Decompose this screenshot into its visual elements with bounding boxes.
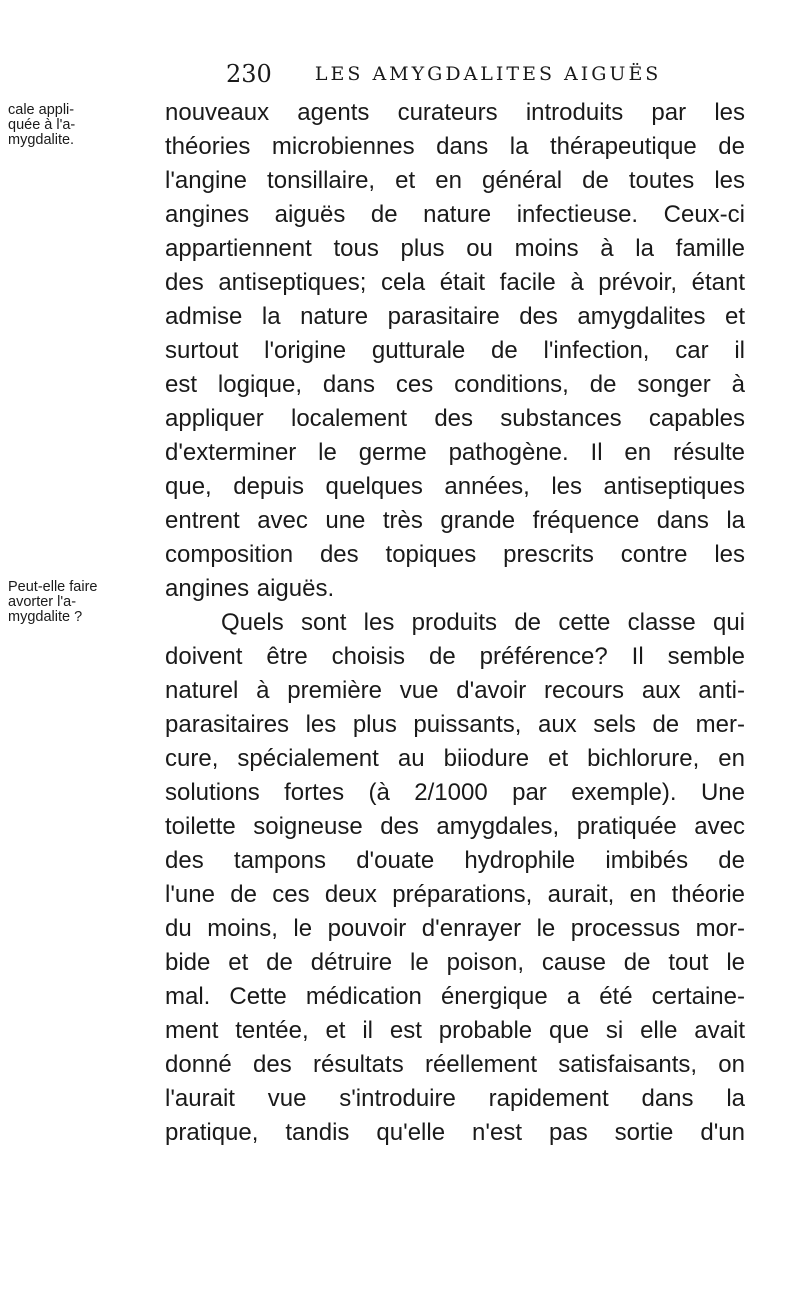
- text-line: Quels sont les produits de cette classe qui: [221, 609, 745, 636]
- text-line: nouveaux agents curateurs introduits par les: [165, 99, 745, 126]
- margin-note-line: cale appli-: [8, 102, 75, 118]
- text-line: des tampons d'ouate hydrophile imbibés de: [165, 847, 745, 874]
- margin-note-line: quée à l'a-: [8, 117, 76, 133]
- text-line: que, depuis quelques années, les antiseptiques: [165, 473, 745, 500]
- text-line: donné des résultats réellement satisfaisants, on: [165, 1051, 745, 1078]
- text-line: angines aiguës.: [165, 575, 335, 602]
- margin-note-line: mygdalite ?: [8, 609, 83, 625]
- text-line: mal. Cette médication énergique a été certaine-: [165, 983, 745, 1010]
- text-line: l'aurait vue s'introduire rapidement dans la: [165, 1085, 745, 1112]
- page-header: [226, 60, 661, 88]
- page-number: 230: [226, 60, 272, 88]
- body-text: [165, 96, 745, 1150]
- text-line: parasitaires les plus puissants, aux sels de mer-: [165, 711, 745, 738]
- margin-note-line: avorter l'a-: [8, 594, 77, 610]
- margin-note-line: Peut-elle faire: [8, 579, 98, 595]
- text-line: doivent être choisis de préférence? Il semble: [165, 643, 745, 670]
- text-line: théories microbiennes dans la thérapeutique de: [165, 133, 745, 160]
- text-line: l'angine tonsillaire, et en général de toutes les: [165, 167, 745, 194]
- running-title: LES AMYGDALITES AIGUËS: [314, 63, 662, 85]
- margin-note: [8, 103, 158, 148]
- text-line: d'exterminer le germe pathogène. Il en résulte: [165, 439, 745, 466]
- margin-note: [8, 580, 158, 625]
- text-line: cure, spécialement au biiodure et bichlorure, en: [165, 745, 745, 772]
- text-line: admise la nature parasitaire des amygdalites et: [165, 303, 745, 330]
- text-line: solutions fortes (à 2/1000 par exemple). Une: [165, 779, 745, 806]
- margin-note-line: mygdalite.: [8, 132, 75, 148]
- text-line: pratique, tandis qu'elle n'est pas sortie d'un: [165, 1119, 745, 1146]
- text-line: appliquer localement des substances capables: [165, 405, 745, 432]
- text-line: toilette soigneuse des amygdales, pratiquée avec: [165, 813, 745, 840]
- text-line: composition des topiques prescrits contre les: [165, 541, 745, 568]
- text-line: surtout l'origine gutturale de l'infection, car il: [165, 337, 745, 364]
- text-line: est logique, dans ces conditions, de songer à: [165, 371, 745, 398]
- text-line: angines aiguës de nature infectieuse. Ceux-ci: [165, 201, 745, 228]
- text-line: l'une de ces deux préparations, aurait, en théorie: [165, 881, 745, 908]
- text-line: ment tentée, et il est probable que si elle avait: [165, 1017, 745, 1044]
- text-line: entrent avec une très grande fréquence dans la: [165, 507, 745, 534]
- text-line: appartiennent tous plus ou moins à la famille: [165, 235, 745, 262]
- text-line: du moins, le pouvoir d'enrayer le processus mor-: [165, 915, 745, 942]
- text-line: bide et de détruire le poison, cause de tout le: [165, 949, 745, 976]
- text-line: des antiseptiques; cela était facile à prévoir, étant: [165, 269, 745, 296]
- text-line: naturel à première vue d'avoir recours aux anti-: [165, 677, 745, 704]
